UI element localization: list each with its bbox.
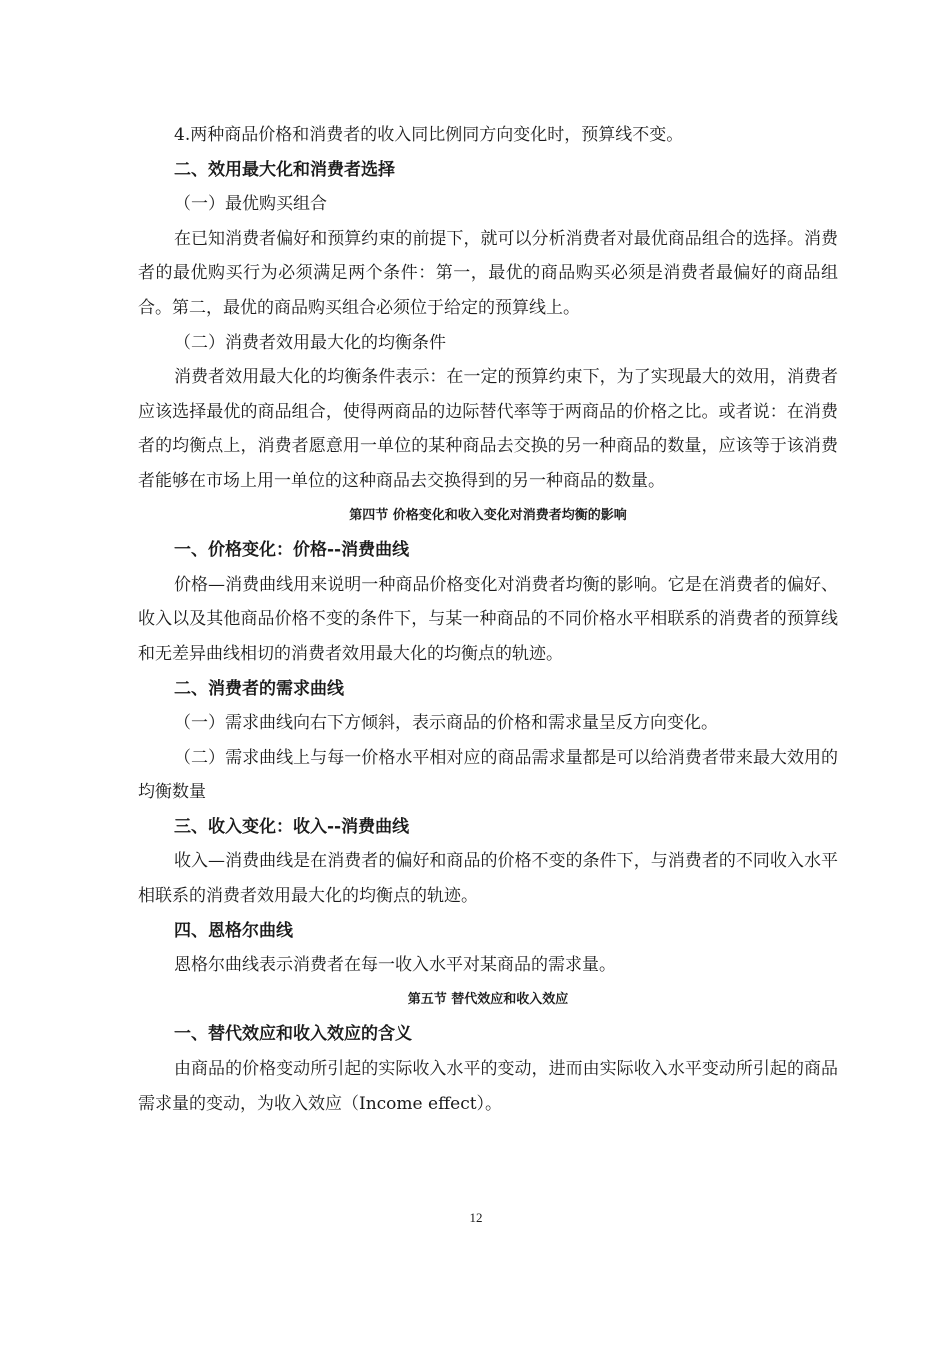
- paragraph: 在已知消费者偏好和预算约束的前提下，就可以分析消费者对最优商品组合的选择。消费者的最优购买行为必须满足两个条件：第一，最优的商品购买必须是消费者最偏好的商品组合。第二，最优的商品购买组合必须位于给定的预算线上。: [138, 228, 838, 318]
- paragraph: 恩格尔曲线表示消费者在每一收入水平对某商品的需求量。: [174, 955, 616, 976]
- paragraph: 消费者效用最大化的均衡条件表示：在一定的预算约束下，为了实现最大的效用，消费者应该选择最优的商品组合，使得两商品的边际替代率等于两商品的价格之比。或者说：在消费者的均衡点上，消费者愿意用一单位的某种商品去交换的另一种商品的数量，应该等于该消费者能够在市场上用一单位的这种商品去交换得到的另一种商品的数量。: [138, 367, 838, 491]
- paragraph: 收入—消费曲线是在消费者的偏好和商品的价格不变的条件下，与消费者的不同收入水平相联系的消费者效用最大化的均衡点的轨迹。: [138, 851, 838, 907]
- paragraph: （一）需求曲线向右下方倾斜，表示商品的价格和需求量呈反方向变化。: [174, 713, 718, 734]
- section-heading: 三、收入变化：收入--消费曲线: [174, 816, 410, 837]
- page-body: [138, 118, 838, 1121]
- section-heading: 二、效用最大化和消费者选择: [174, 159, 395, 180]
- section-heading: 一、价格变化：价格--消费曲线: [174, 540, 410, 561]
- paragraph: 由商品的价格变动所引起的实际收入水平的变动，进而由实际收入水平变动所引起的商品需求量的变动，为收入效应（Income effect）。: [138, 1059, 838, 1114]
- subsection-heading: （一）最优购买组合: [174, 194, 327, 215]
- paragraph: 4.两种商品价格和消费者的收入同比例同方向变化时，预算线不变。: [174, 125, 684, 145]
- paragraph: （二）需求曲线上与每一价格水平相对应的商品需求量都是可以给消费者带来最大效用的均衡数量: [138, 747, 838, 803]
- section-heading: 四、恩格尔曲线: [174, 920, 293, 941]
- subsection-heading: （二）消费者效用最大化的均衡条件: [174, 332, 446, 353]
- section-heading: 二、消费者的需求曲线: [174, 678, 344, 699]
- chapter-section-title: 第五节 替代效应和收入效应: [407, 991, 569, 1007]
- chapter-section-title: 第四节 价格变化和收入变化对消费者均衡的影响: [349, 507, 627, 523]
- paragraph: 价格—消费曲线用来说明一种商品价格变化对消费者均衡的影响。它是在消费者的偏好、收入以及其他商品价格不变的条件下，与某一种商品的不同价格水平相联系的消费者的预算线和无差异曲线相切的消费者效用最大化的均衡点的轨迹。: [138, 574, 838, 664]
- section-heading: 一、替代效应和收入效应的含义: [174, 1024, 412, 1045]
- page-number: 12: [469, 1210, 483, 1225]
